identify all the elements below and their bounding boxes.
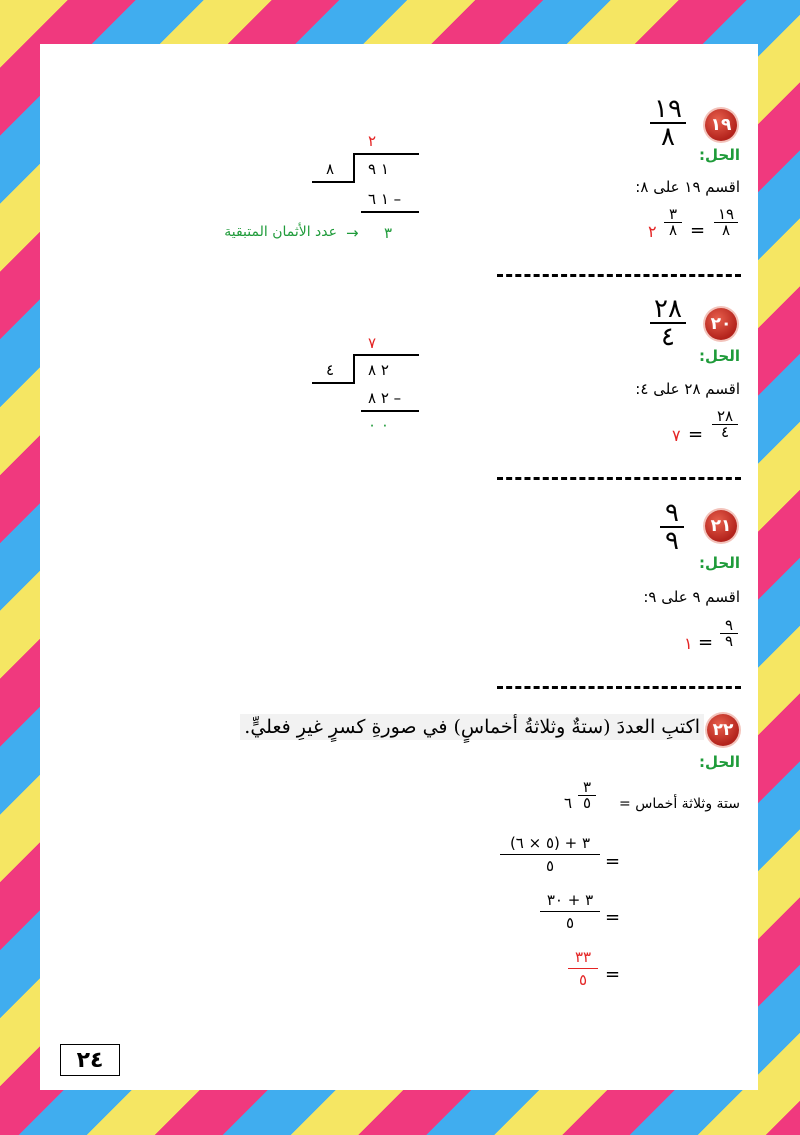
problem-22-solution-label: الحل: (699, 753, 740, 771)
section-separator (497, 477, 741, 480)
line2-numerator: ٣ + (٥ × ٦) (509, 834, 591, 852)
page-number: ٢٤ (60, 1044, 120, 1076)
division-bar (353, 354, 419, 356)
line4-fraction (568, 950, 598, 988)
problem-22-question: اكتبِ العددَ (ستةٌ وثلاثةُ أخماسٍ) في صورةِ كسرٍ غيرِ فعليٍّ. (240, 714, 704, 740)
line3-numerator: ٣ + ٣٠ (546, 891, 594, 909)
remainder-note: عدد الأثمان المتبقية (224, 224, 337, 240)
section-separator (497, 274, 741, 277)
fraction-denominator: ٩ (665, 526, 679, 556)
equals-sign: = (605, 851, 621, 872)
subtraction-line (361, 211, 419, 213)
fraction-numerator: ١٩ (654, 94, 682, 124)
fraction-denominator: ٤ (661, 322, 675, 352)
problem-19-solution-label: الحل: (699, 146, 740, 164)
problem-22-badge: ٢٢ (707, 714, 739, 746)
fraction-numerator: ٩ (665, 498, 679, 528)
problem-21-solution-label: الحل: (699, 554, 740, 572)
problem-20-solution-label: الحل: (699, 347, 740, 365)
arrow-icon: → (346, 224, 359, 242)
fraction-numerator: ٢٨ (654, 294, 682, 324)
division-remainder: ٠ ٠ (368, 416, 389, 434)
line4-denominator: ٥ (578, 971, 588, 989)
equals-sign: = (605, 964, 621, 985)
division-dividend: ١ ٩ (368, 160, 389, 178)
problem-19-eq-fraction (714, 207, 738, 238)
mixed-denominator: ٨ (668, 221, 678, 239)
equals-sign: = (605, 907, 621, 928)
problem-21-eq-fraction (720, 618, 738, 649)
problem-20-instruction: اقسم ٢٨ على ٤: (635, 380, 740, 398)
eq-numerator: ٩ (724, 616, 734, 634)
line3-fraction (540, 893, 600, 931)
line2-fraction (500, 836, 600, 874)
division-bar (353, 153, 419, 155)
division-divisor: ٤ (326, 361, 335, 379)
mixed-numerator: ٣ (668, 205, 678, 223)
division-quotient: ٧ (368, 334, 377, 352)
problem-21-fraction (660, 500, 684, 554)
eq-denominator: ٤ (720, 423, 730, 441)
problem-21-instruction: اقسم ٩ على ٩: (643, 588, 740, 606)
division-subtract: ٢ ٨ – (368, 389, 402, 407)
problem-19-instruction: اقسم ١٩ على ٨: (635, 178, 740, 196)
division-bracket (353, 153, 355, 181)
mixed-whole-number: ٢ (648, 222, 657, 241)
equals-sign: = (690, 220, 706, 241)
equals-sign: = (688, 424, 704, 445)
problem-21-result: ١ (684, 634, 693, 653)
line3-denominator: ٥ (565, 914, 575, 932)
fraction-denominator: ٨ (661, 122, 675, 152)
division-divisor: ٨ (326, 160, 335, 178)
line1-numerator: ٣ (582, 778, 592, 796)
line2-denominator: ٥ (545, 857, 555, 875)
line2-bar (500, 854, 600, 855)
problem-20-result: ٧ (672, 426, 681, 445)
problem-20-eq-fraction (712, 409, 738, 440)
line4-numerator: ٣٣ (574, 948, 592, 966)
line1-fraction (578, 780, 596, 811)
problem-19-mixed-fraction (664, 207, 682, 238)
problem-19-fraction (650, 96, 686, 150)
eq-numerator: ٢٨ (716, 407, 734, 425)
line1-whole: ٦ (564, 794, 573, 812)
section-separator (497, 686, 741, 689)
division-quotient: ٢ (368, 132, 377, 150)
subtraction-line (361, 410, 419, 412)
eq-denominator: ٨ (721, 221, 731, 239)
line3-bar (540, 911, 600, 912)
problem-21-badge: ٢١ (705, 510, 737, 542)
eq-numerator: ١٩ (717, 205, 735, 223)
problem-20-fraction (650, 296, 686, 350)
division-remainder: ٣ (384, 224, 393, 242)
equals-sign: = (698, 632, 714, 653)
divisor-underline (312, 382, 355, 384)
eq-denominator: ٩ (724, 632, 734, 650)
division-subtract: ١ ٦ – (368, 190, 402, 208)
division-bracket (353, 354, 355, 382)
problem-20-badge: ٢٠ (705, 308, 737, 340)
division-dividend: ٢ ٨ (368, 361, 389, 379)
divisor-underline (312, 181, 355, 183)
line4-bar (568, 968, 598, 969)
line1-text: ستة وثلاثة أخماس = (619, 796, 740, 812)
problem-19-badge: ١٩ (705, 109, 737, 141)
line1-denominator: ٥ (582, 794, 592, 812)
